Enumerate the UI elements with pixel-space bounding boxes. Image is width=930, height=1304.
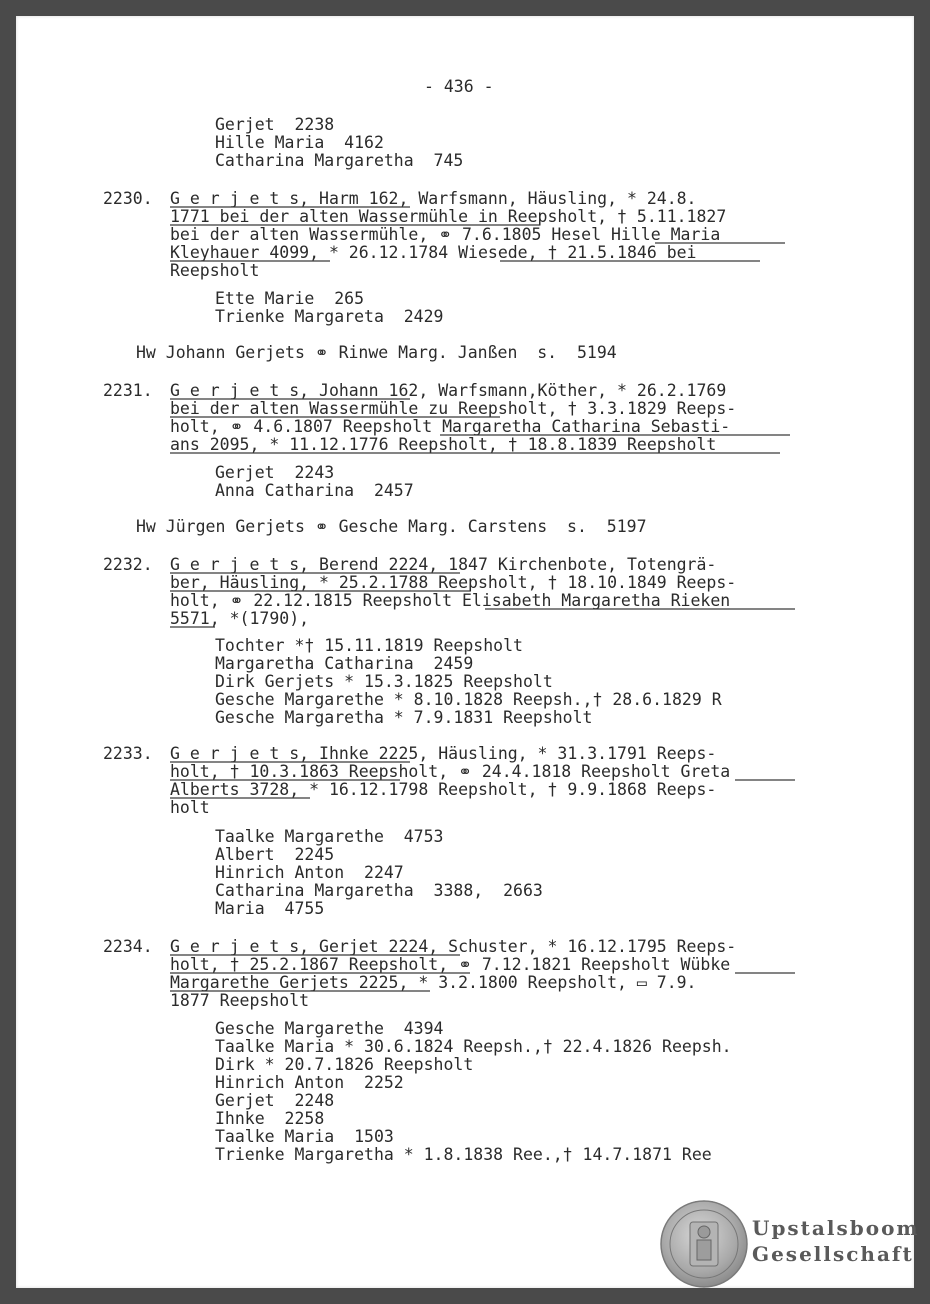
- entry-line: ber, Häusling, * 25.2.1788 Reepsholt, † 18.10.1849 Reeps-: [170, 573, 737, 592]
- child-line: Gerjet 2238: [215, 115, 335, 134]
- child-line: Ihnke 2258: [215, 1109, 325, 1128]
- entry-number: 2233.: [103, 744, 153, 763]
- entry-number: 2231.: [103, 381, 153, 400]
- entry-line: Alberts 3728, * 16.12.1798 Reepsholt, † 9.9.1868 Reeps-: [170, 780, 717, 799]
- entry-number: 2234.: [103, 937, 153, 956]
- child-line: Albert 2245: [215, 845, 335, 864]
- entry-line: holt, † 10.3.1863 Reepsholt, ⚭ 24.4.1818 Reepsholt Greta: [170, 762, 731, 781]
- child-line: Gerjet 2248: [215, 1091, 335, 1110]
- entry-line: G e r j e t s, Berend 2224, 1847 Kirchenbote, Totengrä-: [170, 555, 717, 574]
- child-line: Dirk * 20.7.1826 Reepsholt: [215, 1055, 474, 1074]
- child-line: Taalke Maria 1503: [215, 1127, 394, 1146]
- page-number: - 436 -: [424, 77, 494, 96]
- child-line: Gerjet 2243: [215, 463, 335, 482]
- entry-line: G e r j e t s, Ihnke 2225, Häusling, * 31.3.1791 Reeps-: [170, 744, 717, 763]
- child-line: Trienke Margareta 2429: [215, 307, 444, 326]
- entry-line: 1771 bei der alten Wassermühle in Reepsholt, † 5.11.1827: [170, 207, 727, 226]
- brand-name-line1: Upstalsboom: [752, 1216, 920, 1240]
- entry-line: bei der alten Wassermühle zu Reepsholt, † 3.3.1829 Reeps-: [170, 399, 737, 418]
- child-line: Catharina Margaretha 745: [215, 151, 464, 170]
- entry-line: G e r j e t s, Gerjet 2224, Schuster, * 16.12.1795 Reeps-: [170, 937, 737, 956]
- hw-note: Hw Jürgen Gerjets ⚭ Gesche Marg. Carstens s. 5197: [136, 517, 647, 536]
- child-line: Taalke Margarethe 4753: [215, 827, 444, 846]
- society-seal-icon: [660, 1200, 748, 1288]
- entry-line: holt: [170, 798, 210, 817]
- entry-line: 1877 Reepsholt: [170, 991, 310, 1010]
- entry-line: Reepsholt: [170, 261, 260, 280]
- entry-line: 5571, *(1790),: [170, 609, 310, 628]
- entry-line: holt, ⚭ 22.12.1815 Reepsholt Elisabeth Margaretha Rieken: [170, 591, 731, 610]
- child-line: Gesche Margarethe 4394: [215, 1019, 444, 1038]
- entry-line: G e r j e t s, Harm 162, Warfsmann, Häusling, * 24.8.: [170, 189, 697, 208]
- child-line: Margaretha Catharina 2459: [215, 654, 474, 673]
- entry-line: G e r j e t s, Johann 162, Warfsmann,Köther, * 26.2.1769: [170, 381, 727, 400]
- entry-number: 2230.: [103, 189, 153, 208]
- entry-line: Margarethe Gerjets 2225, * 3.2.1800 Reepsholt, ▭ 7.9.: [170, 973, 697, 992]
- child-line: Gesche Margaretha * 7.9.1831 Reepsholt: [215, 708, 593, 727]
- entry-line: holt, ⚭ 4.6.1807 Reepsholt Margaretha Catharina Sebasti-: [170, 417, 731, 436]
- child-line: Gesche Margarethe * 8.10.1828 Reepsh.,† 28.6.1829 R: [215, 690, 722, 709]
- child-line: Hinrich Anton 2252: [215, 1073, 404, 1092]
- entry-line: ans 2095, * 11.12.1776 Reepsholt, † 18.8.1839 Reepsholt: [170, 435, 717, 454]
- hw-note: Hw Johann Gerjets ⚭ Rinwe Marg. Janßen s. 5194: [136, 343, 617, 362]
- entry-line: bei der alten Wassermühle, ⚭ 7.6.1805 Hesel Hille Maria: [170, 225, 721, 244]
- child-line: Hinrich Anton 2247: [215, 863, 404, 882]
- brand-name-line2: Gesellschaft: [752, 1242, 914, 1266]
- entry-line: Kleyhauer 4099, * 26.12.1784 Wiesede, † 21.5.1846 bei: [170, 243, 697, 262]
- child-line: Anna Catharina 2457: [215, 481, 414, 500]
- child-line: Trienke Margaretha * 1.8.1838 Ree.,† 14.7.1871 Ree: [215, 1145, 712, 1164]
- child-line: Dirk Gerjets * 15.3.1825 Reepsholt: [215, 672, 553, 691]
- entry-line: holt, † 25.2.1867 Reepsholt, ⚭ 7.12.1821 Reepsholt Wübke: [170, 955, 731, 974]
- child-line: Taalke Maria * 30.6.1824 Reepsh.,† 22.4.1826 Reepsh.: [215, 1037, 732, 1056]
- child-line: Tochter *† 15.11.1819 Reepsholt: [215, 636, 523, 655]
- child-line: Maria 4755: [215, 899, 325, 918]
- child-line: Catharina Margaretha 3388, 2663: [215, 881, 543, 900]
- child-line: Ette Marie 265: [215, 289, 365, 308]
- child-line: Hille Maria 4162: [215, 133, 384, 152]
- entry-number: 2232.: [103, 555, 153, 574]
